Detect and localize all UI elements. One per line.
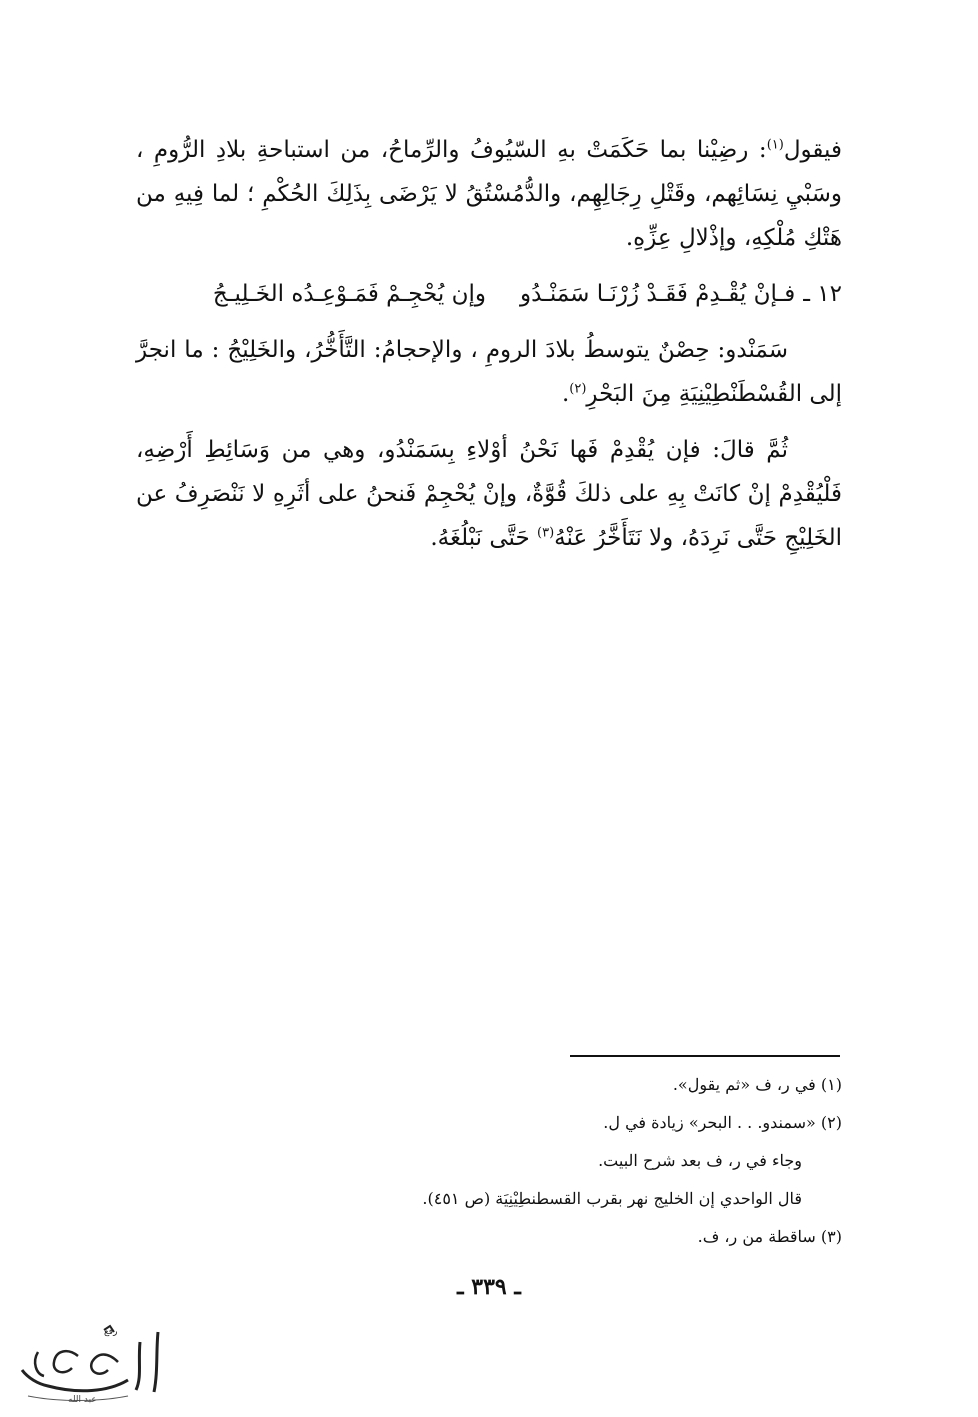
commentary-paragraph: [136, 128, 842, 260]
footnote-1: (١) في ر، ف «ثم يقول».: [672, 1075, 842, 1094]
footnotes: [300, 1066, 842, 1256]
verse-hemistich-second: وإن يُحْجِـمْ فَمَـوْعِـدُه الخَـلِيـجُ: [212, 281, 487, 307]
gloss-text-1: سَمَنْدو: حِصْنٌ يتوسطُ بلادَ الرومِ ، والإحجامُ: التَّأَخُّرُ، والخَلِيْجُ : ما انجرَّ إلى القُسْطَنْطِيْنِيَةِ مِنَ البَحْرِ: [136, 337, 842, 407]
explanation-paragraph: [136, 428, 842, 560]
footnote-ref-3: (٣): [537, 525, 555, 541]
calligraphy-stamp-icon: [8, 1322, 168, 1406]
commentary-text-2: : رضِيْنا بما حَكَمَتْ بهِ السّيُوفُ والرِّماحُ، من استباحةِ بلادِ الرُّومِ ، وسَبْيِ نِسَائِهم، وقَتْلِ رِجَالِهِم، والدُّمُسْتُقُ لا يَرْضَى بِذَلِكَ الحُكْمِ ؛ لما فِيهِ من هَتْكِ مُلْكِهِ، وإذْلالِ عِزِّهِ.: [136, 137, 842, 251]
commentary-text-1: فيقول: [783, 137, 842, 163]
footnote-2-continuation: وجاء في ر، ف بعد شرح البيت.: [598, 1151, 802, 1170]
footnote-ref-2: (٢): [569, 381, 587, 397]
verse-line: [136, 274, 842, 314]
explanation-text-2: حَتَّى نَبْلُغَهُ.: [430, 525, 538, 551]
verse-number: ١٢ ـ: [803, 281, 842, 307]
gloss-text-2: .: [561, 381, 570, 407]
verse-hemistich-first: فـإنْ يُقْـدِمْ فَقَـدْ زُرْنَـا سَمَنْـدُو: [520, 281, 796, 307]
watermark-logo: [8, 1322, 168, 1406]
watermark-small: رفع: [104, 1327, 118, 1337]
footnote-3: (٣) ساقطة من ر، ف.: [697, 1227, 842, 1246]
page-number: ـ ٣٣٩ ـ: [457, 1274, 521, 1300]
watermark-signature: عبد الله: [68, 1395, 97, 1405]
footnote-2-continuation-2: قال الواحدي إن الخليج نهر بقرب القسطنطِيْنِيَة (ص ٤٥١).: [422, 1189, 802, 1208]
explanation-text-1: ثُمَّ قالَ: فإن يُقْدِمْ فَها نَحْنُ أوْلاءِ بِسَمَنْدُو، وهي من وَسَائِطِ أَرْضِهِ، فَلْيُقْدِمْ إنْ كانَتْ بِهِ على ذلكَ قُوَّةٌ، وإنْ يُحْجِمْ فَنحنُ على أثَرِهِ لا نَنْصَرِفُ عن الخَلِيْجِ حَتَّى نَرِدَهُ، ولا نَتَأَخَّرُ عَنْهُ: [136, 437, 842, 551]
footnote-ref-1: (١): [766, 137, 784, 153]
footnote-separator: [570, 1055, 840, 1057]
gloss-paragraph: [136, 328, 842, 416]
footnote-2: (٢) «سمندو. . . البحر» زيادة في ل.: [603, 1113, 842, 1132]
